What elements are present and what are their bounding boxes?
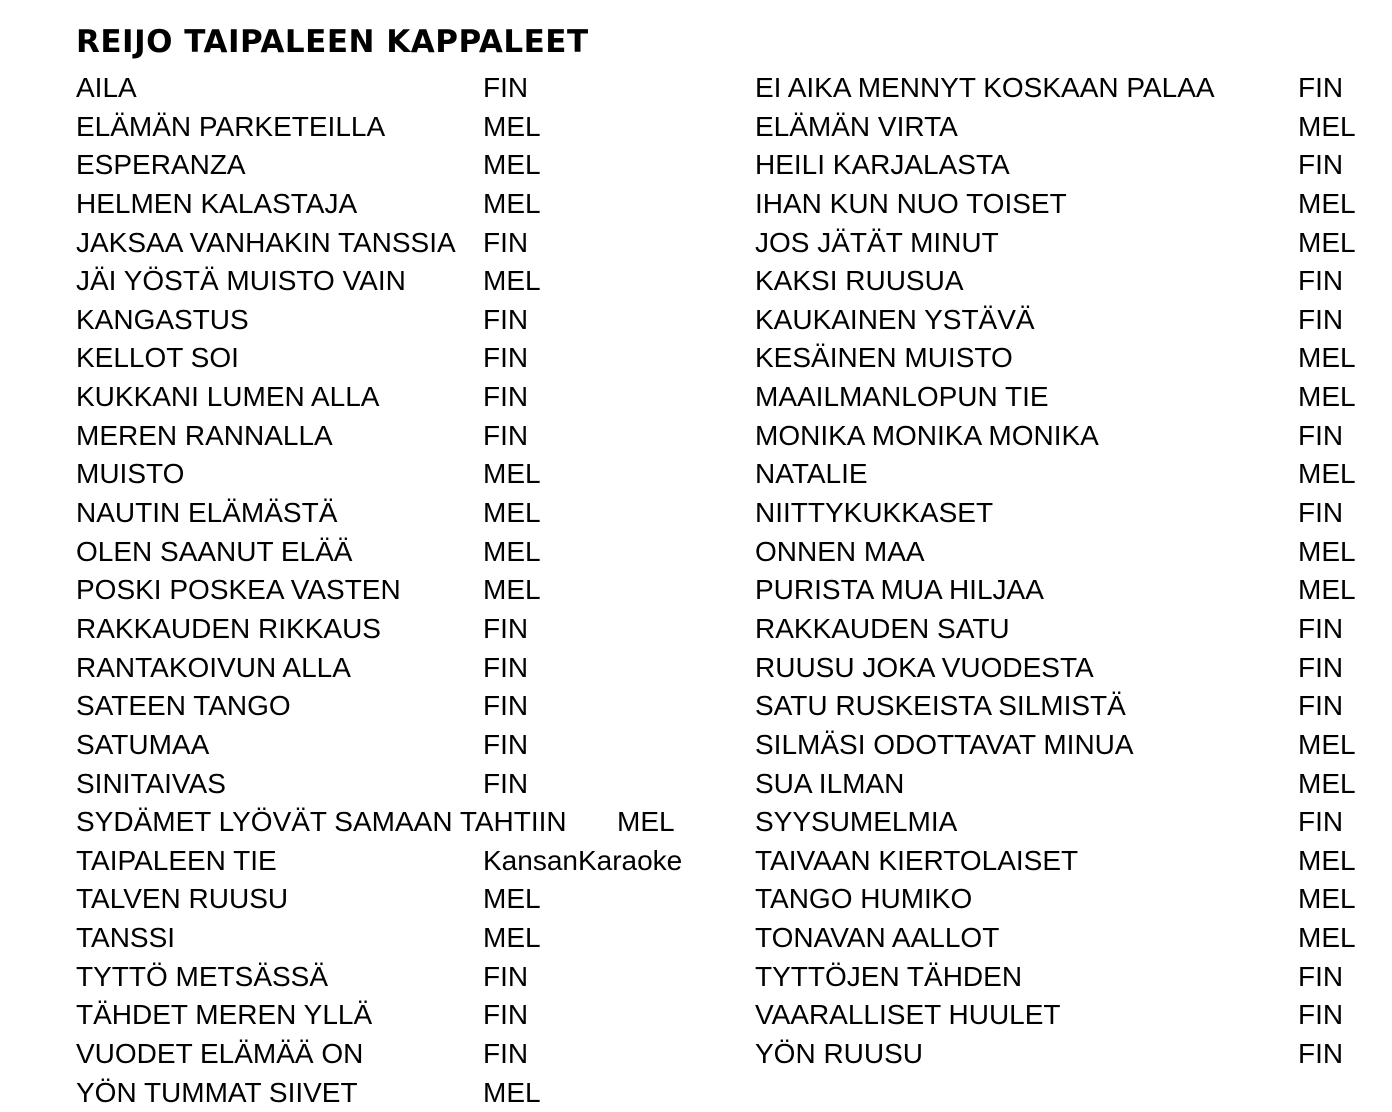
song-title: ESPERANZA <box>76 149 246 181</box>
song-title: TONAVAN AALLOT <box>755 922 1000 954</box>
song-title: KAUKAINEN YSTÄVÄ <box>755 303 1035 335</box>
song-code: FIN <box>1298 265 1344 297</box>
song-title: TAIVAAN KIERTOLAISET <box>755 844 1079 876</box>
song-code: FIN <box>483 303 529 335</box>
song-code: MEL <box>1298 767 1356 799</box>
song-title: JÄI YÖSTÄ MUISTO VAIN <box>76 265 406 297</box>
song-code: MEL <box>483 883 541 915</box>
song-title: TALVEN RUUSU <box>76 883 289 915</box>
song-code: FIN <box>1298 1038 1344 1070</box>
song-code: MEL <box>1298 342 1356 374</box>
song-title: YÖN TUMMAT SIIVET <box>76 1076 358 1108</box>
song-code: FIN <box>1298 999 1344 1031</box>
song-code: FIN <box>1298 612 1344 644</box>
song-title: SATUMAA <box>76 728 210 760</box>
song-title: VAARALLISET HUULET <box>755 999 1061 1031</box>
song-code: MEL <box>483 265 541 297</box>
song-title: RAKKAUDEN RIKKAUS <box>76 612 381 644</box>
song-title: TAIPALEEN TIE <box>76 844 277 876</box>
song-code: MEL <box>1298 535 1356 567</box>
song-code: MEL <box>1298 844 1356 876</box>
song-code: FIN <box>483 651 529 683</box>
song-code: MEL <box>1298 381 1356 413</box>
song-title: HELMEN KALASTAJA <box>76 187 358 219</box>
song-code: KansanKaraoke <box>483 844 683 876</box>
song-title: POSKI POSKEA VASTEN <box>76 574 401 606</box>
song-code: FIN <box>483 690 529 722</box>
song-title: ELÄMÄN PARKETEILLA <box>76 110 386 142</box>
song-code: FIN <box>483 72 529 103</box>
song-title: SINITAIVAS <box>76 767 226 799</box>
song-code: FIN <box>483 728 529 760</box>
song-code: MEL <box>483 1076 541 1108</box>
song-code: MEL <box>483 187 541 219</box>
song-code: MEL <box>1298 883 1356 915</box>
song-title: ELÄMÄN VIRTA <box>755 110 958 142</box>
song-code: FIN <box>1298 149 1344 181</box>
song-title: KANGASTUS <box>76 303 249 335</box>
song-code: FIN <box>483 612 529 644</box>
song-code: FIN <box>483 226 529 258</box>
song-code: FIN <box>483 1038 529 1070</box>
song-title: KELLOT SOI <box>76 342 239 374</box>
song-title: HEILI KARJALASTA <box>755 149 1010 181</box>
song-code: MEL <box>1298 922 1356 954</box>
song-code: MEL <box>483 497 541 529</box>
song-title: EI AIKA MENNYT KOSKAAN PALAA <box>755 72 1215 103</box>
song-title: MUISTO <box>76 458 185 490</box>
song-code: FIN <box>1298 960 1344 992</box>
song-title: MONIKA MONIKA MONIKA <box>755 419 1099 451</box>
song-code: MEL <box>617 806 675 838</box>
song-title: OLEN SAANUT ELÄÄ <box>76 535 353 567</box>
song-code: MEL <box>483 149 541 181</box>
song-code: MEL <box>483 574 541 606</box>
song-title: MEREN RANNALLA <box>76 419 333 451</box>
song-code: FIN <box>1298 690 1344 722</box>
song-title: SATU RUSKEISTA SILMISTÄ <box>755 690 1126 722</box>
song-code: MEL <box>1298 226 1356 258</box>
song-title: TÄHDET MEREN YLLÄ <box>76 999 373 1031</box>
song-title: IHAN KUN NUO TOISET <box>755 187 1067 219</box>
page-title: REIJO TAIPALEEN KAPPALEET <box>76 24 589 60</box>
song-title: SYDÄMET LYÖVÄT SAMAAN TAHTIIN <box>76 806 567 838</box>
song-code: MEL <box>1298 458 1356 490</box>
song-title: RAKKAUDEN SATU <box>755 612 1010 644</box>
song-title: KAKSI RUUSUA <box>755 265 964 297</box>
song-title: NIITTYKUKKASET <box>755 497 994 529</box>
song-title: JAKSAA VANHAKIN TANSSIA <box>76 226 456 258</box>
song-title: SYYSUMELMIA <box>755 806 958 838</box>
song-code: FIN <box>483 960 529 992</box>
song-code: FIN <box>483 767 529 799</box>
song-code: MEL <box>483 535 541 567</box>
song-title: TYTTÖ METSÄSSÄ <box>76 960 329 992</box>
song-title: YÖN RUUSU <box>755 1038 924 1070</box>
song-title: ONNEN MAA <box>755 535 925 567</box>
song-code: FIN <box>1298 303 1344 335</box>
song-title: PURISTA MUA HILJAA <box>755 574 1044 606</box>
song-title: TANSSI <box>76 922 176 954</box>
song-code: MEL <box>1298 574 1356 606</box>
song-title: JOS JÄTÄT MINUT <box>755 226 999 258</box>
song-code: FIN <box>483 999 529 1031</box>
song-code: MEL <box>483 110 541 142</box>
song-code: FIN <box>1298 806 1344 838</box>
song-title: RANTAKOIVUN ALLA <box>76 651 351 683</box>
song-code: MEL <box>483 922 541 954</box>
song-code: FIN <box>1298 497 1344 529</box>
song-code: FIN <box>483 419 529 451</box>
song-title: AILA <box>76 72 137 103</box>
song-title: SUA ILMAN <box>755 767 905 799</box>
song-title: KESÄINEN MUISTO <box>755 342 1013 374</box>
song-title: NAUTIN ELÄMÄSTÄ <box>76 497 338 529</box>
song-title: RUUSU JOKA VUODESTA <box>755 651 1094 683</box>
song-code: MEL <box>1298 187 1356 219</box>
song-code: MEL <box>483 458 541 490</box>
song-title: SILMÄSI ODOTTAVAT MINUA <box>755 728 1134 760</box>
song-code: FIN <box>1298 419 1344 451</box>
song-title: TYTTÖJEN TÄHDEN <box>755 960 1023 992</box>
song-code: FIN <box>1298 651 1344 683</box>
song-title: NATALIE <box>755 458 868 490</box>
song-code: FIN <box>483 342 529 374</box>
song-code: MEL <box>1298 110 1356 142</box>
song-title: KUKKANI LUMEN ALLA <box>76 381 380 413</box>
song-title: TANGO HUMIKO <box>755 883 973 915</box>
song-code: FIN <box>483 381 529 413</box>
song-code: MEL <box>1298 728 1356 760</box>
song-title: SATEEN TANGO <box>76 690 291 722</box>
song-code: FIN <box>1298 72 1344 103</box>
song-title: VUODET ELÄMÄÄ ON <box>76 1038 364 1070</box>
song-title: MAAILMANLOPUN TIE <box>755 381 1049 413</box>
